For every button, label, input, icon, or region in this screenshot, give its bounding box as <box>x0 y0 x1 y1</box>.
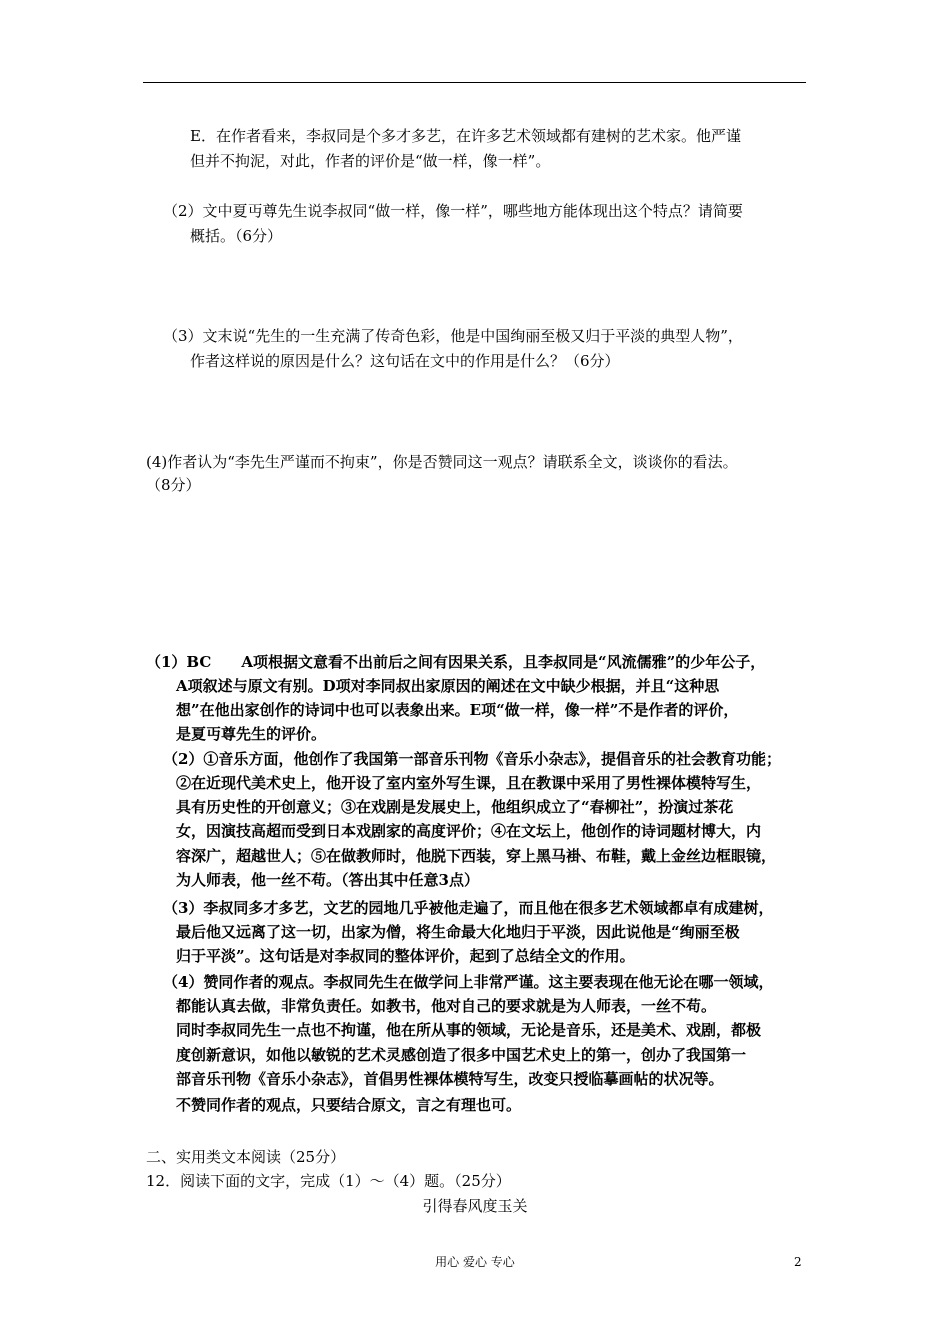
question-4-line-2: （8分） <box>146 476 201 494</box>
question-2-line-1: （2）文中夏丏尊先生说李叔同“做一样，像一样”，哪些地方能体现出这个特点？请简要 <box>163 202 743 220</box>
answer-1-line-1: （1）BC A项根据文意看不出前后之间有因果关系，且李叔同是“风流儒雅”的少年公子， <box>146 653 766 671</box>
answer-3-line-2: 最后他又远离了这一切，出家为僧，将生命最大化地归于平淡，因此说他是“绚丽至极 <box>176 923 740 941</box>
question-12-prompt: 12．阅读下面的文字，完成（1）～（4）题。（25分） <box>146 1172 511 1190</box>
question-3-line-2: 作者这样说的原因是什么？这句话在文中的作用是什么？（6分） <box>190 352 620 370</box>
question-4-line-1: (4)作者认为“李先生严谨而不拘束”，你是否赞同这一观点？请联系全文，谈谈你的看法。 <box>146 453 738 471</box>
option-e-line-2: 但并不拘泥，对此，作者的评价是“做一样，像一样”。 <box>190 152 551 170</box>
answer-2-line-1: （2）①音乐方面，他创作了我国第一部音乐刊物《音乐小杂志》，提倡音乐的社会教育功能； <box>163 750 781 768</box>
answer-3-line-1: （3）李叔同多才多艺，文艺的园地几乎被他走遍了，而且他在很多艺术领域都卓有成建树， <box>163 899 774 917</box>
answer-2-line-2: ②在近现代美术史上，他开设了室内室外写生课，且在教课中采用了男性裸体模特写生， <box>176 774 762 792</box>
answer-4-line-6: 不赞同作者的观点，只要结合原文，言之有理也可。 <box>176 1096 522 1114</box>
answer-2-line-6: 为人师表，他一丝不苟。（答出其中任意3点） <box>176 871 479 889</box>
answer-2-line-5: 容深广，超越世人；⑤在做教师时，他脱下西装，穿上黑马褂、布鞋，戴上金丝边框眼镜， <box>176 847 777 865</box>
answer-1-line-3: 想”在他出家创作的诗词中也可以表象出来。E项“做一样，像一样”不是作者的评价， <box>176 701 739 719</box>
answer-2-line-3: 具有历史性的开创意义；③在戏剧是发展史上，他组织成立了“春柳社”，扮演过茶花 <box>176 798 734 816</box>
question-2-line-2: 概括。（6分） <box>190 227 283 245</box>
answer-1-line-2: A项叙述与原文有别。D项对李同叔出家原因的阐述在文中缺少根据，并且“这种思 <box>176 677 720 695</box>
answer-3-line-3: 归于平淡”。这句话是对李叔同的整体评价，起到了总结全文的作用。 <box>176 947 635 965</box>
answer-4-line-4: 度创新意识，如他以敏锐的艺术灵感创造了很多中国艺术史上的第一，创办了我国第一 <box>176 1046 747 1064</box>
answer-2-line-4: 女，因演技高超而受到日本戏剧家的高度评价；④在文坛上，他创作的诗词题材博大，内 <box>176 822 762 840</box>
article-title: 引得春风度玉关 <box>422 1197 528 1215</box>
answer-4-line-3: 同时李叔同先生一点也不拘谨，他在所从事的领域，无论是音乐，还是美术、戏剧，都极 <box>176 1021 762 1039</box>
option-e-line-1: E．在作者看来，李叔同是个多才多艺，在许多艺术领域都有建树的艺术家。他严谨 <box>190 127 741 145</box>
answer-4-line-1: （4）赞同作者的观点。李叔同先生在做学问上非常严谨。这主要表现在他无论在哪一领域， <box>163 973 774 991</box>
header-rule <box>143 82 806 83</box>
answer-4-line-5: 部音乐刊物《音乐小杂志》，首倡男性裸体模特写生，改变只授临摹画帖的状况等。 <box>176 1070 724 1088</box>
footer-text: 用心 爱心 专心 <box>435 1255 515 1269</box>
answer-4-line-2: 都能认真去做，非常负责任。如教书，他对自己的要求就是为人师表，一丝不苟。 <box>176 997 717 1015</box>
section-2-heading: 二、实用类文本阅读（25分） <box>146 1148 346 1166</box>
answer-1-line-4: 是夏丏尊先生的评价。 <box>176 725 327 743</box>
page-number: 2 <box>794 1255 802 1269</box>
question-3-line-1: （3）文末说“先生的一生充满了传奇色彩，他是中国绚丽至极又归于平淡的典型人物”， <box>163 327 743 345</box>
